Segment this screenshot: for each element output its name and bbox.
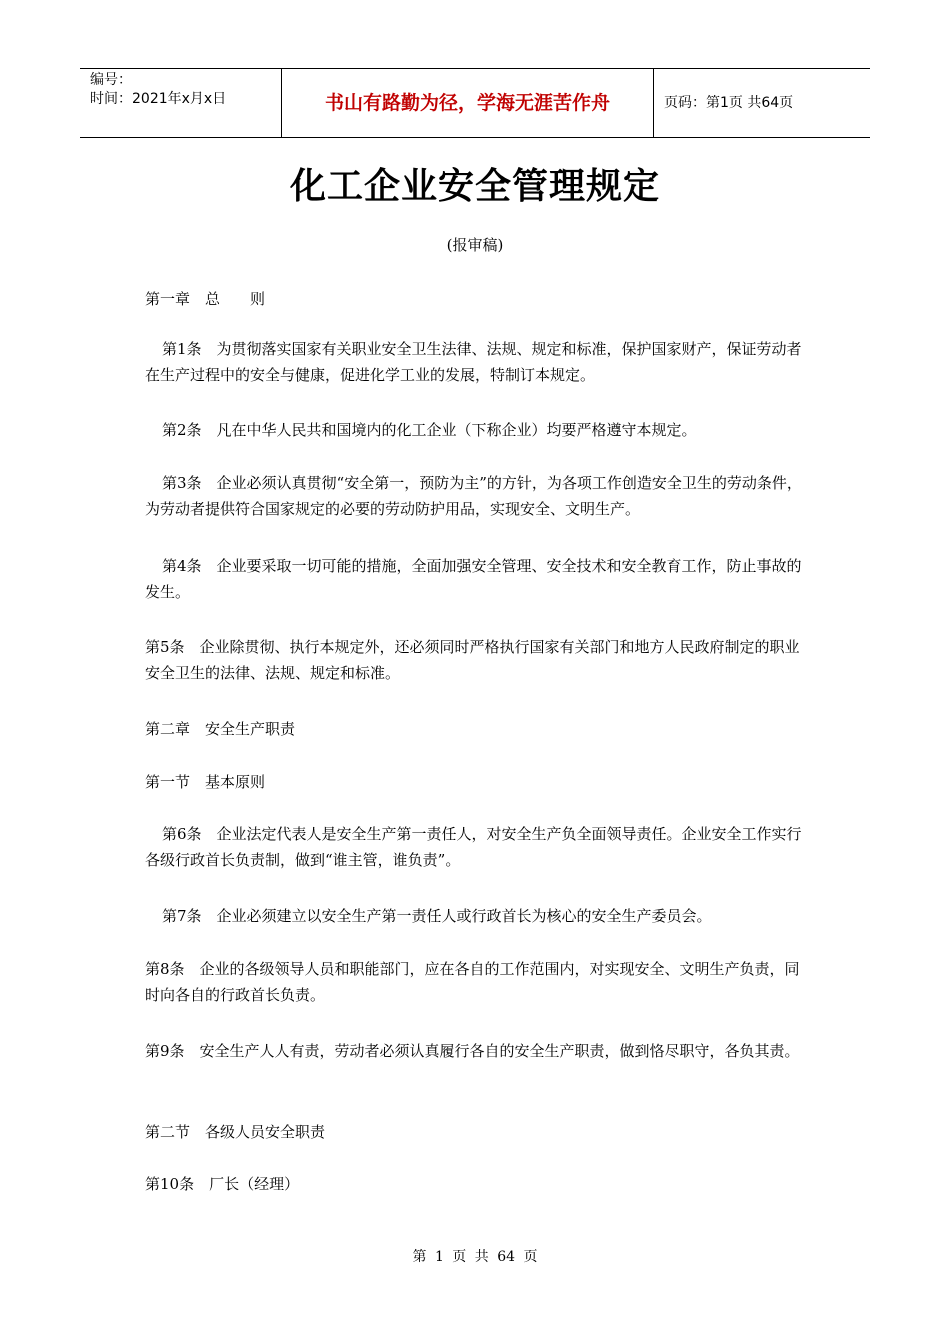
chapter-heading: 第二章 安全生产职责	[145, 720, 296, 738]
document-date: 时间：2021年x月x日	[90, 91, 227, 107]
header-motto: 书山有路勤为径，学海无涯苦作舟	[281, 69, 654, 137]
document-title: 化工企业安全管理规定	[289, 166, 660, 207]
document-subtitle: (报审稿)	[446, 236, 504, 254]
chapter-heading: 第一章 总 则	[145, 290, 266, 308]
article-paragraph: 第2条 凡在中华人民共和国境内的化工企业（下称企业）均要严格遵守本规定。	[162, 421, 697, 439]
article-paragraph: 第8条 企业的各级领导人员和职能部门，应在各自的工作范围内，对实现安全、文明生产负责，同时向各自的行政首长负责。	[145, 960, 800, 1004]
header-page-info: 页码：第1页 共64页	[664, 95, 794, 111]
article-paragraph: 第4条 企业要采取一切可能的措施，全面加强安全管理、安全技术和安全教育工作，防止事故的发生。	[145, 557, 802, 601]
section-heading: 第二节 各级人员安全职责	[145, 1123, 326, 1141]
article-paragraph: 第7条 企业必须建立以安全生产第一责任人或行政首长为核心的安全生产委员会。	[162, 907, 712, 925]
section-heading: 第一节 基本原则	[145, 773, 266, 791]
article-paragraph: 第3条 企业必须认真贯彻“安全第一，预防为主”的方针，为各项工作创造安全卫生的劳动条件，为劳动者提供符合国家规定的必要的劳动防护用品，实现安全、文明生产。	[145, 474, 802, 518]
article-paragraph: 第10条 厂长（经理）	[145, 1175, 300, 1193]
article-paragraph: 第5条 企业除贯彻、执行本规定外，还必须同时严格执行国家有关部门和地方人民政府制定的职业安全卫生的法律、法规、规定和标准。	[145, 638, 800, 682]
article-paragraph: 第9条 安全生产人人有责，劳动者必须认真履行各自的安全生产职责，做到恪尽职守，各负其责。	[145, 1042, 800, 1060]
article-paragraph: 第6条 企业法定代表人是安全生产第一责任人，对安全生产负全面领导责任。企业安全工作实行各级行政首长负责制，做到“谁主管，谁负责”。	[145, 825, 802, 869]
header-meta	[80, 69, 281, 137]
article-paragraph: 第1条 为贯彻落实国家有关职业安全卫生法律、法规、规定和标准，保护国家财产，保证劳动者在生产过程中的安全与健康，促进化学工业的发展，特制订本规定。	[145, 340, 802, 384]
page-footer: 第 1 页 共 64 页	[412, 1249, 538, 1265]
document-number-label: 编号：	[90, 72, 132, 88]
page-header	[80, 68, 870, 138]
